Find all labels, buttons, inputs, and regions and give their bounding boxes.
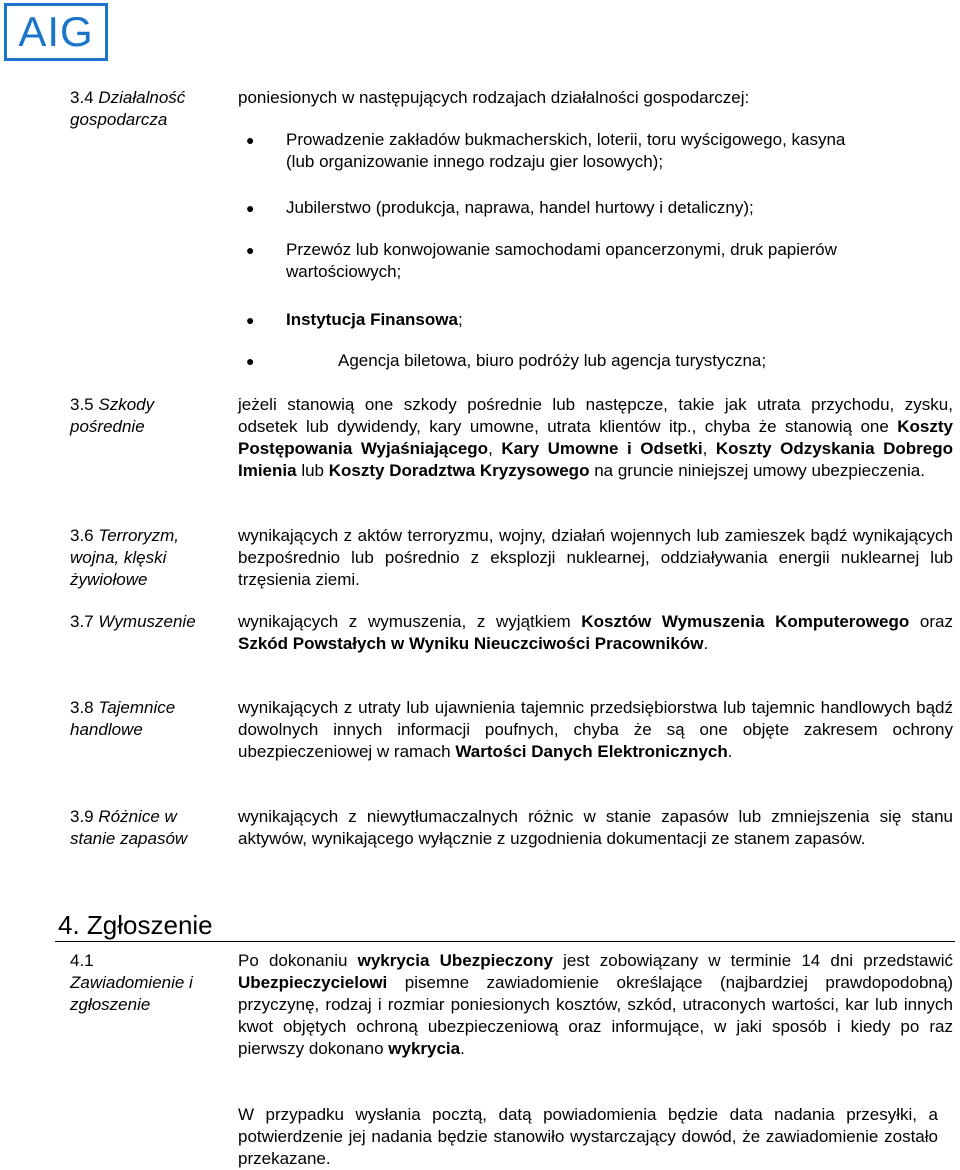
label-3-8: 3.8 Tajemnice handlowe bbox=[70, 698, 176, 739]
bullet-icon: ● bbox=[246, 200, 255, 216]
label-4-1: 4.1 Zawiadomienie i zgłoszenie bbox=[70, 951, 193, 1014]
label-3-7: 3.7 Wymuszenie bbox=[70, 612, 196, 631]
bullet-icon: ● bbox=[246, 312, 255, 328]
s41-paragraph-1: Po dokonaniu wykrycia Ubezpieczony jest zobowiązany w terminie 14 dni przedstawić Ubezpieczycielowi pisemne zawiadomienie określające (najbardziej prawdopodobną) przyczynę, rodzaj i rozmiar poniesionych kosztów, szkód, utraconych wartości, kar lub innych kwot objętych ochroną ubezpieczeniową oraz informujące, w jaki sposób i kiedy po raz pierwszy dokonano wykrycia. bbox=[238, 951, 954, 1058]
section-4-heading: 4. Zgłoszenie bbox=[58, 910, 213, 940]
s38-text: wynikających z utraty lub ujawnienia tajemnic przedsiębiorstwa lub tajemnic handlowych bądź dowolnych innych informacji poufnych, chyba że są one objęte zakresem ochrony ubezpieczeniowej w ramach Wartości Danych Elektronicznych. bbox=[238, 698, 953, 761]
s34-item-5: Agencja biletowa, biuro podróży lub agencja turystyczna; bbox=[338, 351, 767, 370]
label-3-6: 3.6 Terroryzm, wojna, klęski żywiołowe bbox=[70, 526, 179, 589]
s34-intro: poniesionych w następujących rodzajach działalności gospodarczej: bbox=[238, 88, 750, 107]
logo-text: AIG bbox=[18, 8, 94, 55]
s34-item-4: Instytucja Finansowa; bbox=[286, 310, 463, 329]
s36-text: wynikających z aktów terroryzmu, wojny, działań wojennych lub zamieszek bądź wynikających bezpośrednio lub pośrednio z eksplozji nuklearnej, oddziaływania energii nuklearnej lub trzęsienia ziemi. bbox=[238, 526, 953, 589]
s34-item-1: Prowadzenie zakładów bukmacherskich, loterii, toru wyścigowego, kasyna (lub organizowanie innego rodzaju gier losowych); bbox=[286, 130, 846, 171]
s34-item-2: Jubilerstwo (produkcja, naprawa, handel hurtowy i detaliczny); bbox=[286, 198, 754, 217]
s41-paragraph-2: W przypadku wysłania pocztą, datą powiadomienia będzie data nadania przesyłki, a potwierdzenie jej nadania będzie stanowiło wystarczający dowód, że zawiadomienie zostało przekazane. bbox=[238, 1105, 938, 1168]
bullet-icon: ● bbox=[246, 242, 255, 258]
bullet-icon: ● bbox=[246, 353, 255, 369]
aig-logo bbox=[4, 3, 108, 61]
bullet-icon: ● bbox=[246, 132, 255, 148]
heading-rule bbox=[55, 941, 955, 942]
s34-item-3: Przewóz lub konwojowanie samochodami opancerzonymi, druk papierów wartościowych; bbox=[286, 240, 837, 281]
label-3-5: 3.5 Szkody pośrednie bbox=[70, 395, 155, 436]
s37-text: wynikających z wymuszenia, z wyjątkiem Kosztów Wymuszenia Komputerowego oraz Szkód Powstałych w Wyniku Nieuczciwości Pracowników. bbox=[238, 612, 953, 653]
s39-text: wynikających z niewytłumaczalnych różnic w stanie zapasów lub zmniejszenia się stanu aktywów, wynikającego wyłącznie z uzgodnienia dokumentacji ze stanem zapasów. bbox=[238, 807, 953, 848]
s35-text: jeżeli stanowią one szkody pośrednie lub następcze, takie jak utrata przychodu, zysku, odsetek lub dywidendy, kary umowne, utrata klientów itp., chyba że stanowią one Koszty Postępowania Wyjaśniającego, Kary Umowne i Odsetki, Koszty Odzyskania Dobrego Imienia lub Koszty Doradztwa Kryzysowego na gruncie niniejszej umowy ubezpieczenia. bbox=[238, 395, 953, 480]
label-3-4: 3.4 Działalność gospodarcza bbox=[70, 88, 186, 129]
label-3-9: 3.9 Różnice w stanie zapasów bbox=[70, 807, 188, 848]
